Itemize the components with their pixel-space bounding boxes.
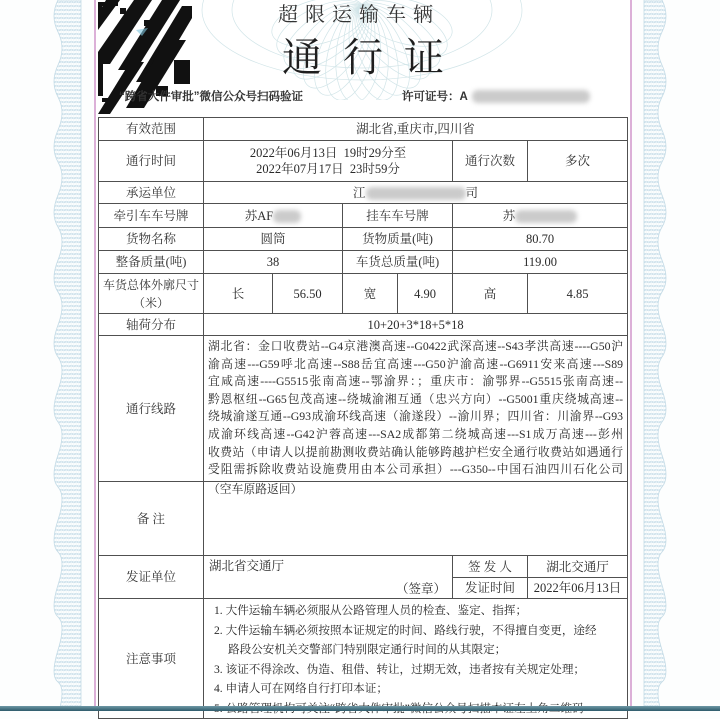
pass-count-label: 通行次数: [453, 141, 528, 182]
issue-date-label: 发证时间: [453, 578, 528, 599]
carrier-label: 承运单位: [99, 182, 204, 204]
left-border-band: [54, 0, 81, 711]
route-label: 通行线路: [99, 336, 204, 482]
row-route: [99, 336, 628, 482]
height-label: 高: [453, 274, 528, 314]
pink-frame-line-right: [630, 0, 632, 711]
row-notes: [99, 599, 628, 719]
document-title: 通行证: [282, 35, 465, 80]
signer-value: 湖北交通厅: [528, 556, 628, 578]
tractor-plate-visible: 苏AF: [244, 208, 274, 223]
cargo-name-label: 货物名称: [99, 228, 204, 251]
valid-scope-label: 有效范围: [99, 118, 204, 141]
row-dimensions: [99, 274, 628, 314]
length-value: 56.50: [273, 274, 343, 314]
redacted-trailer-plate: [515, 210, 577, 223]
tractor-plate-value: [204, 204, 343, 228]
redacted-permit-number: [472, 90, 590, 103]
document-subtitle: 超限运输车辆: [278, 4, 440, 26]
route-line: 黔恩枢纽--G65包茂高速--绕城渝湘互通（忠兴方向）--G5001重庆绕城高速--: [208, 391, 624, 406]
carrier-visible-end: 司: [465, 185, 479, 200]
right-border-band: [644, 0, 666, 711]
length-label: 长: [204, 274, 273, 314]
row-carrier: [99, 182, 628, 204]
issue-date-value: 2022年06月13日: [528, 578, 628, 599]
note-item: 3. 该证不得涂改、伪造、租借、转让，过期无效，违者按有关规定处理；: [214, 662, 586, 676]
bottom-bar: [0, 706, 720, 711]
cargo-name-value: 圆筒: [204, 228, 343, 251]
permit-number-label: 许可证号：: [402, 91, 460, 103]
route-line: 绕城渝遂互通--G93成渝环线高速（渝遂段）--渝川界；四川省：川渝界--G93: [208, 409, 624, 424]
route-line: 渝高速---G59呼北高速--S88岳宜高速---G50沪渝高速--G6911安来高速---S89: [208, 356, 624, 371]
row-cargo: [99, 228, 628, 251]
note-item: 1. 大件运输车辆必须服从公路管理人员的检查、鉴定、指挥；: [214, 604, 528, 617]
notes-value: [204, 599, 628, 719]
issuer-value: [204, 556, 453, 599]
issuer-seal: （签章）: [395, 582, 446, 596]
row-plates: [99, 204, 628, 228]
permit-number-value: A: [459, 91, 468, 103]
remarks-label: 备 注: [99, 482, 204, 556]
remarks-value: [204, 482, 628, 556]
trailer-plate-value: [453, 204, 628, 228]
redacted-tractor-plate: [273, 210, 301, 223]
pass-time-end: 2022年07月17日 23时59分: [256, 162, 400, 176]
route-line: 湖北省：金口收费站--G4京港澳高速--G0422武深高速--S43孝洪高速----G50沪: [208, 339, 624, 353]
note-item: 2. 大件运输车辆必须按照本证规定的时间、路线行驶，不得擅自变更，途经: [214, 623, 597, 637]
trailer-plate-label: 挂车车号牌: [343, 204, 453, 228]
row-valid-scope: [99, 118, 628, 141]
verify-instruction: “跨省大件审批”微信公众号扫码验证: [119, 91, 303, 103]
row-mass: [99, 251, 628, 274]
note-item-continuation: 路段公安机关交警部门特别限定通行时间的从其限定；: [228, 643, 507, 656]
route-continuation: （空车原路返回）: [208, 482, 303, 496]
dimensions-label: [99, 274, 204, 314]
cargo-mass-value: 80.70: [453, 228, 628, 251]
width-label: 宽: [343, 274, 398, 314]
valid-scope-value: 湖北省,重庆市,四川省: [204, 118, 628, 141]
gross-mass-value: 119.00: [453, 251, 628, 274]
row-pass-time: [99, 141, 628, 182]
height-value: 4.85: [528, 274, 628, 314]
issuer-name: 湖北省交通厅: [209, 559, 285, 573]
row-axle-load: [99, 314, 628, 336]
pass-time-start: 2022年06月13日 19时29分至: [249, 146, 407, 160]
dimensions-label-line1: 车货总体外廓尺寸: [102, 277, 199, 292]
route-value: [204, 336, 628, 482]
note-item: 4. 申请人可在网络自行打印本证；: [214, 682, 388, 695]
carrier-value: [204, 182, 628, 204]
pass-time-label: 通行时间: [99, 141, 204, 182]
curb-mass-label: 整备质量(吨): [99, 251, 204, 274]
route-line: 成渝环线高速--G42沪蓉高速---SA2成都第二绕城高速---S1成万高速---彭州: [208, 426, 624, 441]
redacted-carrier-name: [366, 187, 466, 200]
signer-label: 签 发 人: [453, 556, 528, 578]
permit-table: [98, 117, 628, 719]
width-value: 4.90: [398, 274, 453, 314]
trailer-plate-visible: 苏: [502, 208, 516, 223]
row-issuer: [99, 556, 628, 578]
carrier-visible-start: 江: [353, 185, 366, 200]
route-line: 受阻需拆除收费站设施费用由本公司承担）---G350--中国石油四川石化公司: [208, 462, 624, 477]
curb-mass-value: 38: [204, 251, 343, 274]
axle-load-label: 轴荷分布: [99, 314, 204, 336]
tractor-plate-label: 牵引车车号牌: [99, 204, 204, 228]
pass-time-value: [204, 141, 453, 182]
notes-label: 注意事项: [99, 599, 204, 719]
pass-count-value: 多次: [528, 141, 628, 182]
issuer-label: 发证单位: [99, 556, 204, 599]
route-line: 收费站（申请人以提前勘测收费站确认能够跨越护栏安全通行收费站如遇通行: [208, 444, 624, 459]
gross-mass-label: 车货总质量(吨): [343, 251, 453, 274]
dimensions-label-line2: （米）: [132, 295, 169, 310]
row-remarks: [99, 482, 628, 556]
route-line: 宜咸高速----G5515张南高速--鄂渝界：；重庆市：渝鄂界--G5515张南高速--: [208, 374, 624, 389]
permit-number: [402, 89, 590, 105]
cargo-mass-label: 货物质量(吨): [343, 228, 453, 251]
axle-load-value: 10+20+3*18+5*18: [204, 314, 628, 336]
